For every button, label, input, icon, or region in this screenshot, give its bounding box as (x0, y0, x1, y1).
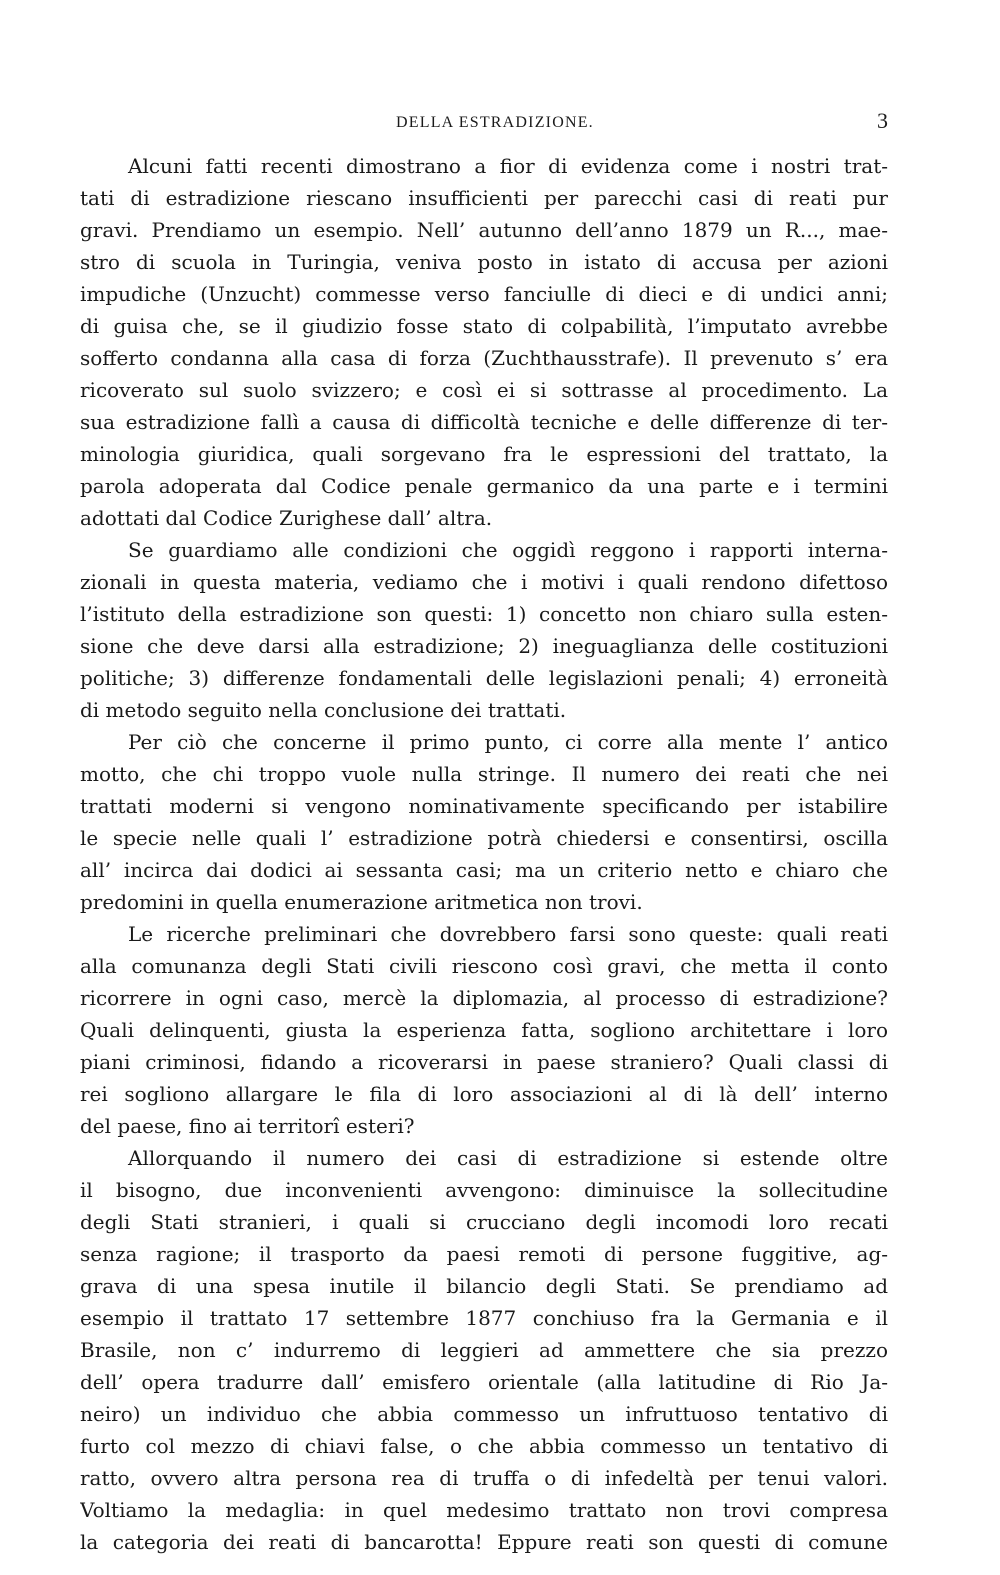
paragraph (80, 918, 888, 1142)
text-line: parola adoperata dal Codice penale germanico da una parte e i termini (80, 474, 888, 498)
text-line: impudiche (Unzucht) commesse verso fanciulle di dieci e di undici anni; (80, 282, 888, 306)
text-line: predomini in quella enumerazione aritmetica non trovi. (80, 890, 643, 914)
text-line: minologia giuridica, quali sorgevano fra le espressioni del trattato, la (80, 442, 888, 466)
paragraph (80, 534, 888, 726)
text-line: di guisa che, se il giudizio fosse stato di colpabilità, l’imputato avrebbe (80, 314, 888, 338)
text-line: Quali delinquenti, giusta la esperienza fatta, sogliono architettare i loro (80, 1018, 888, 1042)
paragraph (80, 726, 888, 918)
text-line: furto col mezzo di chiavi false, o che abbia commesso un tentativo di (80, 1434, 888, 1458)
text-line: senza ragione; il trasporto da paesi remoti di persone fuggitive, ag- (80, 1242, 888, 1266)
paragraph (80, 1142, 888, 1558)
text-line: Le ricerche preliminari che dovrebbero farsi sono queste: quali reati (128, 922, 888, 946)
text-line: Allorquando il numero dei casi di estradizione si estende oltre (128, 1146, 888, 1170)
text-line: sua estradizione fallì a causa di difficoltà tecniche e delle differenze di ter- (80, 410, 888, 434)
body-text (80, 150, 888, 1558)
text-line: politiche; 3) differenze fondamentali delle legislazioni penali; 4) erroneità (80, 666, 888, 690)
text-line: piani criminosi, fidando a ricoverarsi in paese straniero? Quali classi di (80, 1050, 888, 1074)
text-line: del paese, fino ai territorî esteri? (80, 1114, 415, 1138)
text-line: la categoria dei reati di bancarotta! Eppure reati son questi di comune (80, 1530, 888, 1554)
text-line: rei sogliono allargare le fila di loro associazioni al di là dell’ interno (80, 1082, 888, 1106)
text-line: all’ incirca dai dodici ai sessanta casi; ma un criterio netto e chiaro che (80, 858, 888, 882)
text-line: alla comunanza degli Stati civili riescono così gravi, che metta il conto (80, 954, 888, 978)
text-line: esempio il trattato 17 settembre 1877 conchiuso fra la Germania e il (80, 1306, 888, 1330)
text-line: gravi. Prendiamo un esempio. Nell’ autunno dell’anno 1879 un R..., mae- (80, 218, 888, 242)
text-line: zionali in questa materia, vediamo che i motivi i quali rendono difettoso (80, 570, 888, 594)
text-line: ricorrere in ogni caso, mercè la diplomazia, al processo di estradizione? (80, 986, 888, 1010)
text-line: ricoverato sul suolo svizzero; e così ei si sottrasse al procedimento. La (80, 378, 888, 402)
text-line: stro di scuola in Turingia, veniva posto in istato di accusa per azioni (80, 250, 888, 274)
text-line: le specie nelle quali l’ estradizione potrà chiedersi e consentirsi, oscilla (80, 826, 888, 850)
text-line: Alcuni fatti recenti dimostrano a fior di evidenza come i nostri trat- (128, 154, 888, 178)
text-line: il bisogno, due inconvenienti avvengono: diminuisce la sollecitudine (80, 1178, 888, 1202)
text-line: Se guardiamo alle condizioni che oggidì reggono i rapporti interna- (128, 538, 888, 562)
text-line: sofferto condanna alla casa di forza (Zuchthausstrafe). Il prevenuto s’ era (80, 346, 888, 370)
text-line: dell’ opera tradurre dall’ emisfero orientale (alla latitudine di Rio Ja- (80, 1370, 888, 1394)
text-line: tati di estradizione riescano insufficienti per parecchi casi di reati pur (80, 186, 888, 210)
text-line: Voltiamo la medaglia: in quel medesimo trattato non trovi compresa (80, 1498, 888, 1522)
paragraph (80, 150, 888, 534)
text-line: di metodo seguito nella conclusione dei trattati. (80, 698, 567, 722)
text-line: neiro) un individuo che abbia commesso un infruttuoso tentativo di (80, 1402, 888, 1426)
text-line: ratto, ovvero altra persona rea di truffa o di infedeltà per tenui valori. (80, 1466, 888, 1490)
text-line: trattati moderni si vengono nominativamente specificando per istabilire (80, 794, 888, 818)
text-line: Brasile, non c’ indurremo di leggieri ad ammettere che sia prezzo (80, 1338, 888, 1362)
running-title: DELLA ESTRADIZIONE. (396, 114, 594, 131)
text-line: degli Stati stranieri, i quali si crucciano degli incomodi loro recati (80, 1210, 888, 1234)
text-line: Per ciò che concerne il primo punto, ci corre alla mente l’ antico (128, 730, 888, 754)
text-line: sione che deve darsi alla estradizione; 2) ineguaglianza delle costituzioni (80, 634, 888, 658)
text-line: motto, che chi troppo vuole nulla stringe. Il numero dei reati che nei (80, 762, 888, 786)
text-line: adottati dal Codice Zurighese dall’ altra. (80, 506, 493, 530)
text-line: grava di una spesa inutile il bilancio degli Stati. Se prendiamo ad (80, 1274, 888, 1298)
page-number: 3 (877, 108, 888, 133)
text-line: l’istituto della estradizione son questi: 1) concetto non chiaro sulla esten- (80, 602, 888, 626)
running-head (80, 108, 888, 144)
